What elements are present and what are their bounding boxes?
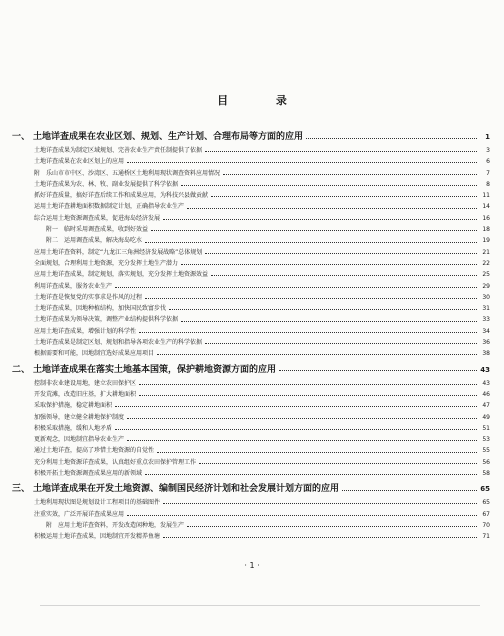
toc-entry[interactable] <box>12 457 490 468</box>
toc-entry[interactable] <box>12 509 490 520</box>
page-number: · 1 · <box>244 561 260 570</box>
entry-page: 18 <box>482 226 490 234</box>
toc-entry[interactable] <box>12 423 490 434</box>
dot-leader <box>205 341 477 344</box>
entry-page: 43 <box>482 379 490 387</box>
entry-title: 附 乐山市市中区、沙湾区、五通桥区土地利用现状调查资料应用情况 <box>34 169 221 177</box>
entry-page: 3 <box>486 147 490 154</box>
toc-entry[interactable] <box>12 269 490 280</box>
section-title: 土地详查成果在落实土地基本国策，保护耕地资源方面的应用 <box>33 364 277 375</box>
section-title: 土地详查成果在开发土地资源、编制国民经济计划和社会发展计划方面的应用 <box>33 484 340 495</box>
dot-leader <box>145 240 477 243</box>
entry-title: 应用土地详查资料，制定“九龙江三角洲经济发展战略”总体规划 <box>34 248 203 256</box>
entry-title: 抓好详查质量，搞好详查后续工作和成果应用，为科技兴县做贡献 <box>34 192 209 200</box>
entry-title: 控制非农业建设用地，建立农田保护区 <box>34 379 137 387</box>
dot-leader <box>163 217 477 220</box>
entry-title: 根据需要和可能，因地制宜选好成果应用项目 <box>34 350 155 358</box>
toc-section[interactable] <box>12 362 490 378</box>
section-title: 土地详查成果在农业区划、规划、生产计划、合理布局等方面的应用 <box>33 132 304 142</box>
toc-entry[interactable] <box>12 201 490 212</box>
dot-leader <box>211 273 477 276</box>
entry-title: 采取保护措施，稳定耕地面积 <box>34 402 113 410</box>
dot-leader <box>127 416 477 419</box>
entry-page: 56 <box>482 458 490 466</box>
dot-leader <box>169 307 477 310</box>
entry-title: 土地详查成果在农业区划上的应用 <box>34 158 125 166</box>
entry-page: 58 <box>482 470 490 478</box>
dot-leader <box>127 438 477 441</box>
toc-entry[interactable] <box>12 434 490 445</box>
toc-entry[interactable] <box>12 337 490 348</box>
section-page: 1 <box>485 133 490 141</box>
entry-page: 19 <box>482 237 490 245</box>
entry-title: 运用土地详查耕地面积数据制定计划，正确指导农业生产 <box>34 203 185 211</box>
dot-leader <box>115 427 477 430</box>
dot-leader <box>279 368 477 371</box>
entry-page: 34 <box>482 327 490 335</box>
entry-title: 加强领导，建立健全耕地保护制度 <box>34 413 125 421</box>
entry-page: 7 <box>486 169 490 177</box>
toc-entry[interactable] <box>12 520 490 531</box>
page-title: 目 录 <box>217 94 309 107</box>
dot-leader <box>157 352 477 355</box>
entry-page: 70 <box>482 521 490 529</box>
toc-entry[interactable] <box>12 156 490 167</box>
entry-page: 25 <box>482 271 490 279</box>
dot-leader <box>223 172 477 175</box>
dot-leader <box>205 149 477 152</box>
entry-page: 47 <box>482 402 490 410</box>
entry-title: 附二 运用调查成果，解决海岛吃水 <box>46 237 143 245</box>
toc-entry[interactable] <box>12 145 490 156</box>
entry-page: 30 <box>482 293 490 301</box>
toc-entry[interactable] <box>12 190 490 201</box>
dot-leader <box>306 136 477 139</box>
dot-leader <box>115 285 477 288</box>
entry-page: 65 <box>482 499 490 507</box>
dot-leader <box>127 160 477 163</box>
dot-leader <box>199 461 477 464</box>
dot-leader <box>145 472 477 475</box>
section-number: 一、 <box>12 132 31 142</box>
toc-entry[interactable] <box>12 348 490 359</box>
toc-entry[interactable] <box>12 247 490 258</box>
entry-page: 53 <box>482 436 490 444</box>
section-number: 三、 <box>12 484 31 495</box>
section-number: 二、 <box>12 364 31 375</box>
dot-leader <box>139 330 477 333</box>
entry-title: 土地详查成果为农、林、牧、副业发展提供了科学依据 <box>34 180 179 188</box>
entry-page: 31 <box>482 305 490 313</box>
toc-entry[interactable] <box>12 389 490 400</box>
entry-title: 更新观念，因地制宜指导农业生产 <box>34 436 125 444</box>
entry-title: 充分利用土地资源详查成果，认真组好重点农田保护管理工作 <box>34 458 197 466</box>
dot-leader <box>151 228 477 231</box>
toc-entry[interactable] <box>12 326 490 337</box>
entry-page: 38 <box>482 350 490 358</box>
toc-entry[interactable] <box>12 531 490 542</box>
entry-title: 注重实效，广泛开展详查成果应用 <box>34 510 125 518</box>
toc-entry[interactable] <box>12 468 490 479</box>
dot-leader <box>139 382 477 385</box>
entry-page: 71 <box>482 533 490 541</box>
entry-page: 55 <box>482 447 490 455</box>
entry-page: 49 <box>482 413 490 421</box>
toc-entry[interactable] <box>12 378 490 389</box>
entry-page: 46 <box>482 390 490 398</box>
table-of-contents <box>12 127 490 543</box>
dot-leader <box>181 183 477 186</box>
entry-page: 16 <box>482 214 490 222</box>
toc-entry[interactable] <box>12 224 490 235</box>
entry-page: 67 <box>482 510 490 518</box>
entry-page: 33 <box>482 316 490 324</box>
entry-title: 土地详查成果为领导决策，调整产业结构提供科学依据 <box>34 316 179 324</box>
section-page: 43 <box>480 365 490 374</box>
entry-page: 51 <box>482 424 490 432</box>
entry-title: 积极采取措施，缓和人地矛盾 <box>34 424 113 432</box>
dot-leader <box>181 319 477 322</box>
entry-page: 21 <box>482 248 490 256</box>
dot-leader <box>342 488 477 491</box>
entry-page: 11 <box>482 192 490 200</box>
entry-title: 积极运用土地详查成果，因地制宜开发精养鱼塘 <box>34 533 161 541</box>
scan-edge-line <box>40 605 480 609</box>
dot-leader <box>181 262 477 265</box>
entry-title: 土地详查成果是制定区划、规划和指导各项农业生产的科学依据 <box>34 339 203 347</box>
toc-entry[interactable] <box>12 303 490 314</box>
entry-title: 综合运用土地资源调查成果，促进海岛经济发展 <box>34 214 161 222</box>
entry-page: 14 <box>482 203 490 211</box>
toc-entry[interactable] <box>12 168 490 179</box>
toc-entry[interactable] <box>12 213 490 224</box>
dot-leader <box>205 251 477 254</box>
dot-leader <box>145 296 477 299</box>
dot-leader <box>211 194 477 197</box>
toc-entry[interactable] <box>12 292 490 303</box>
entry-title: 应用土地详查成果，增强计划的科学性 <box>34 327 137 335</box>
entry-title: 利用详查成果，服务农业生产 <box>34 282 113 290</box>
dot-leader <box>127 513 477 516</box>
toc-section[interactable] <box>12 129 490 145</box>
entry-page: 6 <box>486 158 490 166</box>
entry-page: 8 <box>486 180 490 188</box>
toc-entry[interactable] <box>12 445 490 456</box>
entry-page: 22 <box>482 259 490 267</box>
entry-title: 土地详查成果为制定区域规划、完善农业生产责任制提供了依据 <box>34 147 203 154</box>
entry-title: 附 应用土地详查资料，开发改造闲种地，发展生产 <box>46 521 185 529</box>
entry-title: 通过土地详查，提高了珍惜土地资源的自觉性 <box>34 447 155 455</box>
toc-entry[interactable] <box>12 281 490 292</box>
entry-title: 应用土地详查成果，制定规划，落实规划，充分发挥土地资源效益 <box>34 271 209 279</box>
toc-entry[interactable] <box>12 179 490 190</box>
dot-leader <box>163 535 477 538</box>
toc-entry[interactable] <box>12 235 490 246</box>
entry-title: 全面规划，合理利用土地资源，充分发挥土地生产潜力 <box>34 259 179 267</box>
toc-entry[interactable] <box>12 400 490 411</box>
entry-page: 36 <box>482 339 490 347</box>
dot-leader <box>187 206 477 209</box>
entry-title: 开发荒滩，改造旧庄基，扩大耕地面积 <box>34 390 137 398</box>
entry-title: 土地利用现状图是规划设计工程项目的基础图件 <box>34 499 161 507</box>
entry-title: 土地详查是恢复党的实事求是作风的过程 <box>34 293 143 301</box>
entry-title: 积极开拓土地资源调查成果应用的新领域 <box>34 470 143 478</box>
entry-title: 附一 临时采用调查成果，收到好效益 <box>46 226 149 234</box>
dot-leader <box>157 450 477 453</box>
toc-entry[interactable] <box>12 497 490 508</box>
entry-page: 29 <box>482 282 490 290</box>
toc-entry[interactable] <box>12 258 490 269</box>
toc-section[interactable] <box>12 481 490 497</box>
toc-entry[interactable] <box>12 314 490 325</box>
dot-leader <box>187 524 477 527</box>
toc-entry[interactable] <box>12 412 490 423</box>
section-page: 65 <box>480 485 490 494</box>
dot-leader <box>115 404 477 407</box>
dot-leader <box>163 501 477 504</box>
entry-title: 土地详查成果，因地种植结构，加快国民致富步伐 <box>34 305 167 313</box>
dot-leader <box>139 393 477 396</box>
